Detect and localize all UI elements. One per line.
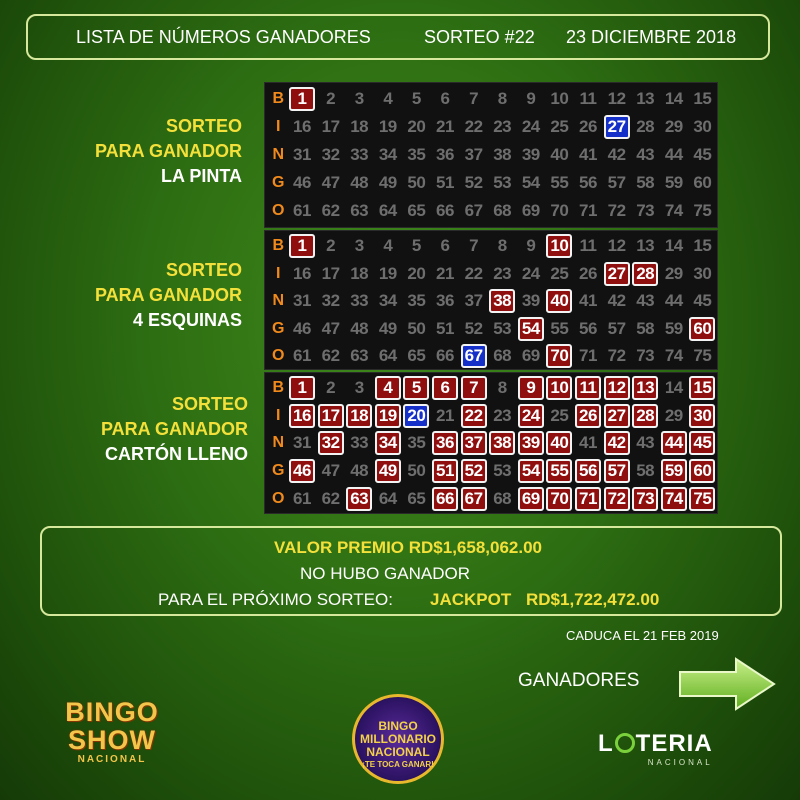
number-cell: 33 bbox=[350, 145, 369, 164]
number-cell: 22 bbox=[464, 264, 483, 283]
number-cell: 65 bbox=[407, 346, 426, 365]
number-cell: 69 bbox=[521, 346, 540, 365]
drawn-number: 66 bbox=[432, 487, 458, 511]
board-row-b bbox=[265, 87, 719, 111]
label-game-name: LA PINTA bbox=[161, 166, 242, 186]
drawn-number: 44 bbox=[661, 431, 687, 455]
number-cell: 33 bbox=[350, 291, 369, 310]
drawn-number: 74 bbox=[661, 487, 687, 511]
drawn-number: 67 bbox=[461, 487, 487, 511]
number-cell: 40 bbox=[550, 145, 569, 164]
number-cell: 21 bbox=[436, 406, 454, 425]
number-cell: 39 bbox=[521, 291, 540, 310]
number-cell: 50 bbox=[407, 173, 426, 192]
logo-text: NACIONAL bbox=[77, 754, 147, 765]
number-cell: 43 bbox=[636, 433, 655, 452]
label-line2: PARA GANADOR bbox=[95, 285, 242, 305]
bingo-board-pinta bbox=[264, 82, 718, 228]
number-cell: 38 bbox=[493, 145, 512, 164]
column-letter: I bbox=[276, 407, 280, 424]
number-cell: 61 bbox=[293, 346, 311, 365]
number-cell: 19 bbox=[378, 117, 397, 136]
drawn-number: 18 bbox=[346, 404, 372, 428]
bingo-millonario-logo bbox=[352, 680, 444, 792]
number-cell: 2 bbox=[326, 89, 336, 108]
number-cell: 44 bbox=[664, 291, 683, 310]
drawn-number: 1 bbox=[289, 234, 315, 258]
header-bar bbox=[26, 14, 770, 60]
drawn-number: 27 bbox=[604, 262, 630, 286]
label-game-name: 4 ESQUINAS bbox=[132, 310, 242, 330]
drawn-number: 15 bbox=[689, 376, 715, 400]
drawn-number: 17 bbox=[318, 404, 344, 428]
number-cell: 68 bbox=[493, 201, 512, 220]
number-cell: 23 bbox=[493, 117, 512, 136]
prize-panel bbox=[40, 526, 782, 616]
number-cell: 64 bbox=[378, 489, 397, 508]
number-cell: 24 bbox=[521, 264, 540, 283]
board-row-g bbox=[265, 171, 719, 195]
number-cell: 11 bbox=[579, 89, 597, 108]
number-cell: 53 bbox=[493, 173, 512, 192]
number-cell: 50 bbox=[407, 461, 426, 480]
drawn-number: 42 bbox=[604, 431, 630, 455]
number-cell: 16 bbox=[293, 264, 311, 283]
drawn-number: 60 bbox=[689, 459, 715, 483]
logo-text: BINGO bbox=[65, 697, 159, 727]
expiry-date: CADUCA EL 21 FEB 2019 bbox=[566, 628, 719, 643]
board-row-b bbox=[265, 376, 719, 400]
label-line1: SORTEO bbox=[171, 394, 248, 414]
number-cell: 35 bbox=[407, 145, 426, 164]
board-row-n bbox=[265, 143, 719, 167]
board-row-o bbox=[265, 344, 719, 368]
number-cell: 54 bbox=[521, 173, 540, 192]
number-cell: 75 bbox=[693, 201, 712, 220]
drawn-number: 54 bbox=[518, 317, 544, 341]
number-cell: 58 bbox=[636, 173, 655, 192]
number-cell: 22 bbox=[464, 117, 483, 136]
number-cell: 33 bbox=[350, 433, 369, 452]
drawn-number: 12 bbox=[604, 376, 630, 400]
number-cell: 26 bbox=[579, 264, 597, 283]
number-cell: 66 bbox=[436, 201, 454, 220]
bingo-show-logo bbox=[60, 698, 164, 765]
number-cell: 32 bbox=[321, 145, 340, 164]
number-cell: 72 bbox=[607, 346, 626, 365]
drawn-number: 40 bbox=[546, 431, 572, 455]
label-line2: PARA GANADOR bbox=[101, 419, 248, 439]
drawn-number: 13 bbox=[632, 376, 658, 400]
number-cell: 30 bbox=[693, 117, 712, 136]
number-cell: 29 bbox=[664, 406, 683, 425]
number-cell: 7 bbox=[469, 89, 479, 108]
drawn-number: 30 bbox=[689, 404, 715, 428]
board-row-i bbox=[265, 115, 719, 139]
number-cell: 47 bbox=[321, 461, 340, 480]
number-cell: 67 bbox=[464, 201, 483, 220]
number-cell: 13 bbox=[636, 236, 655, 255]
label-line1: SORTEO bbox=[165, 260, 242, 280]
number-cell: 41 bbox=[579, 145, 597, 164]
page-title: LISTA DE NÚMEROS GANADORES bbox=[76, 26, 371, 47]
drawn-number: 69 bbox=[518, 487, 544, 511]
number-cell: 71 bbox=[579, 346, 597, 365]
number-cell: 75 bbox=[693, 346, 712, 365]
number-cell: 9 bbox=[526, 236, 536, 255]
number-cell: 68 bbox=[493, 489, 512, 508]
column-letter: G bbox=[272, 320, 284, 337]
jackpot-label: JACKPOT bbox=[430, 590, 512, 609]
number-cell: 43 bbox=[636, 145, 655, 164]
number-cell: 50 bbox=[407, 319, 426, 338]
logo-slogan: ¡TE TOCA GANAR! bbox=[362, 760, 434, 769]
number-cell: 18 bbox=[350, 117, 369, 136]
number-cell: 8 bbox=[497, 378, 507, 397]
drawn-number: 75 bbox=[689, 487, 715, 511]
number-cell: 30 bbox=[693, 264, 712, 283]
number-cell: 47 bbox=[321, 173, 340, 192]
column-letter: O bbox=[272, 490, 284, 507]
next-draw-label: PARA EL PRÓXIMO SORTEO: bbox=[158, 590, 393, 609]
drawn-number: 16 bbox=[289, 404, 315, 428]
drawn-number: 26 bbox=[575, 404, 601, 428]
label-line1: SORTEO bbox=[165, 116, 242, 136]
number-cell: 37 bbox=[464, 291, 483, 310]
number-cell: 2 bbox=[326, 236, 336, 255]
drawn-number: 5 bbox=[403, 376, 429, 400]
bingo-board-esquinas bbox=[264, 230, 718, 370]
number-cell: 10 bbox=[550, 89, 569, 108]
number-cell: 23 bbox=[493, 264, 512, 283]
drawn-number: 9 bbox=[518, 376, 544, 400]
number-cell: 46 bbox=[293, 173, 311, 192]
loteria-nacional-logo bbox=[598, 730, 713, 767]
number-cell: 3 bbox=[354, 236, 364, 255]
number-cell: 28 bbox=[636, 117, 655, 136]
number-cell: 15 bbox=[693, 89, 712, 108]
number-cell: 12 bbox=[607, 236, 626, 255]
number-cell: 21 bbox=[436, 264, 454, 283]
number-cell: 63 bbox=[350, 201, 369, 220]
logo-text: SHOW bbox=[68, 725, 156, 755]
number-cell: 5 bbox=[411, 236, 421, 255]
number-cell: 68 bbox=[493, 346, 512, 365]
number-cell: 62 bbox=[321, 346, 340, 365]
drawn-number: 36 bbox=[432, 431, 458, 455]
number-cell: 45 bbox=[693, 291, 712, 310]
number-cell: 63 bbox=[350, 346, 369, 365]
logo-text bbox=[352, 720, 444, 759]
number-cell: 65 bbox=[407, 201, 426, 220]
number-cell: 65 bbox=[407, 489, 426, 508]
number-cell: 34 bbox=[378, 291, 397, 310]
drawn-number: 49 bbox=[375, 459, 401, 483]
number-cell: 72 bbox=[607, 201, 626, 220]
number-cell: 11 bbox=[579, 236, 597, 255]
drawn-number: 70 bbox=[546, 344, 572, 368]
board-row-i bbox=[265, 262, 719, 286]
drawn-number: 28 bbox=[632, 262, 658, 286]
number-cell: 14 bbox=[664, 236, 683, 255]
number-cell: 24 bbox=[521, 117, 540, 136]
column-letter: G bbox=[272, 462, 284, 479]
number-cell: 57 bbox=[607, 173, 626, 192]
column-letter: N bbox=[272, 146, 284, 163]
drawn-number: 7 bbox=[461, 376, 487, 400]
last-drawn-number: 27 bbox=[604, 115, 630, 139]
drawn-number: 38 bbox=[489, 431, 515, 455]
number-cell: 5 bbox=[411, 89, 421, 108]
number-cell: 16 bbox=[293, 117, 311, 136]
number-cell: 17 bbox=[321, 264, 340, 283]
drawn-number: 27 bbox=[604, 404, 630, 428]
column-letter: O bbox=[272, 347, 284, 364]
drawn-number: 24 bbox=[518, 404, 544, 428]
board-label-lleno bbox=[60, 392, 248, 467]
board-row-n bbox=[265, 289, 719, 313]
drawn-number: 22 bbox=[461, 404, 487, 428]
number-cell: 62 bbox=[321, 489, 340, 508]
board-row-n bbox=[265, 431, 719, 455]
number-cell: 31 bbox=[293, 291, 311, 310]
number-cell: 55 bbox=[550, 173, 569, 192]
drawn-number: 72 bbox=[604, 487, 630, 511]
label-game-name: CARTÓN LLENO bbox=[105, 444, 248, 464]
prize-value: VALOR PREMIO RD$1,658,062.00 bbox=[274, 538, 543, 557]
board-row-i bbox=[265, 404, 719, 428]
number-cell: 56 bbox=[579, 319, 597, 338]
next-arrow-icon[interactable] bbox=[678, 656, 778, 712]
number-cell: 14 bbox=[664, 89, 683, 108]
drawn-number: 59 bbox=[661, 459, 687, 483]
number-cell: 49 bbox=[378, 319, 397, 338]
drawn-number: 1 bbox=[289, 376, 315, 400]
number-cell: 48 bbox=[350, 461, 369, 480]
drawn-number: 60 bbox=[689, 317, 715, 341]
draw-date: 23 DICIEMBRE 2018 bbox=[566, 26, 737, 47]
logo-text: TERIA bbox=[635, 730, 713, 757]
number-cell: 34 bbox=[378, 145, 397, 164]
number-cell: 41 bbox=[579, 433, 597, 452]
number-cell: 12 bbox=[607, 89, 626, 108]
column-letter: N bbox=[272, 434, 284, 451]
number-cell: 36 bbox=[436, 145, 454, 164]
number-cell: 13 bbox=[636, 89, 655, 108]
number-cell: 29 bbox=[664, 264, 683, 283]
number-cell: 46 bbox=[293, 319, 311, 338]
drawn-number: 56 bbox=[575, 459, 601, 483]
number-cell: 58 bbox=[636, 461, 655, 480]
column-letter: O bbox=[272, 202, 284, 219]
number-cell: 4 bbox=[383, 89, 393, 108]
number-cell: 37 bbox=[464, 145, 483, 164]
board-row-g bbox=[265, 459, 719, 483]
column-letter: B bbox=[272, 379, 284, 396]
number-cell: 20 bbox=[407, 264, 426, 283]
draw-number: SORTEO #22 bbox=[424, 26, 535, 47]
drawn-number: 52 bbox=[461, 459, 487, 483]
number-cell: 56 bbox=[579, 173, 597, 192]
number-cell: 20 bbox=[407, 117, 426, 136]
number-cell: 31 bbox=[293, 145, 311, 164]
number-cell: 57 bbox=[607, 319, 626, 338]
drawn-number: 70 bbox=[546, 487, 572, 511]
number-cell: 35 bbox=[407, 433, 426, 452]
number-cell: 49 bbox=[378, 173, 397, 192]
number-cell: 60 bbox=[693, 173, 712, 192]
drawn-number: 10 bbox=[546, 234, 572, 258]
board-row-o bbox=[265, 199, 719, 223]
number-cell: 4 bbox=[383, 236, 393, 255]
number-cell: 31 bbox=[293, 433, 311, 452]
number-cell: 70 bbox=[550, 201, 569, 220]
number-cell: 17 bbox=[321, 117, 340, 136]
number-cell: 61 bbox=[293, 489, 311, 508]
number-cell: 64 bbox=[378, 201, 397, 220]
column-letter: B bbox=[272, 90, 284, 107]
number-cell: 25 bbox=[550, 406, 569, 425]
board-row-o bbox=[265, 487, 719, 511]
label-line2: PARA GANADOR bbox=[95, 141, 242, 161]
number-cell: 15 bbox=[693, 236, 712, 255]
logo-text: L bbox=[598, 730, 614, 757]
drawn-number: 57 bbox=[604, 459, 630, 483]
logo-o-icon bbox=[615, 733, 635, 753]
drawn-number: 54 bbox=[518, 459, 544, 483]
drawn-number: 40 bbox=[546, 289, 572, 313]
number-cell: 18 bbox=[350, 264, 369, 283]
number-cell: 73 bbox=[636, 201, 655, 220]
number-cell: 45 bbox=[693, 145, 712, 164]
number-cell: 51 bbox=[436, 173, 454, 192]
number-cell: 69 bbox=[521, 201, 540, 220]
number-cell: 42 bbox=[607, 145, 626, 164]
last-drawn-number: 67 bbox=[461, 344, 487, 368]
number-cell: 21 bbox=[436, 117, 454, 136]
logo-line: MILLONARIO bbox=[360, 732, 436, 746]
number-cell: 61 bbox=[293, 201, 311, 220]
number-cell: 23 bbox=[493, 406, 512, 425]
drawn-number: 4 bbox=[375, 376, 401, 400]
prize-status: NO HUBO GANADOR bbox=[300, 564, 471, 583]
board-label-pinta bbox=[60, 114, 242, 189]
column-letter: N bbox=[272, 292, 284, 309]
drawn-number: 28 bbox=[632, 404, 658, 428]
last-drawn-number: 20 bbox=[403, 404, 429, 428]
drawn-number: 39 bbox=[518, 431, 544, 455]
drawn-number: 45 bbox=[689, 431, 715, 455]
number-cell: 43 bbox=[636, 291, 655, 310]
number-cell: 62 bbox=[321, 201, 340, 220]
number-cell: 44 bbox=[664, 145, 683, 164]
drawn-number: 19 bbox=[375, 404, 401, 428]
number-cell: 53 bbox=[493, 319, 512, 338]
number-cell: 39 bbox=[521, 145, 540, 164]
number-cell: 55 bbox=[550, 319, 569, 338]
drawn-number: 73 bbox=[632, 487, 658, 511]
number-cell: 6 bbox=[440, 236, 450, 255]
number-cell: 74 bbox=[664, 201, 683, 220]
drawn-number: 46 bbox=[289, 459, 315, 483]
number-cell: 7 bbox=[469, 236, 479, 255]
drawn-number: 11 bbox=[575, 376, 601, 400]
number-cell: 42 bbox=[607, 291, 626, 310]
number-cell: 25 bbox=[550, 264, 569, 283]
column-letter: I bbox=[276, 118, 280, 135]
drawn-number: 38 bbox=[489, 289, 515, 313]
column-letter: I bbox=[276, 265, 280, 282]
drawn-number: 34 bbox=[375, 431, 401, 455]
number-cell: 73 bbox=[636, 346, 655, 365]
number-cell: 25 bbox=[550, 117, 569, 136]
number-cell: 36 bbox=[436, 291, 454, 310]
number-cell: 26 bbox=[579, 117, 597, 136]
number-cell: 6 bbox=[440, 89, 450, 108]
number-cell: 52 bbox=[464, 319, 483, 338]
drawn-number: 55 bbox=[546, 459, 572, 483]
number-cell: 47 bbox=[321, 319, 340, 338]
drawn-number: 37 bbox=[461, 431, 487, 455]
bingo-board-lleno bbox=[264, 372, 718, 514]
number-cell: 14 bbox=[664, 378, 683, 397]
board-row-b bbox=[265, 234, 719, 258]
jackpot-value: RD$1,722,472.00 bbox=[526, 590, 660, 609]
number-cell: 48 bbox=[350, 319, 369, 338]
logo-subtext: NACIONAL bbox=[647, 758, 713, 767]
number-cell: 8 bbox=[497, 89, 507, 108]
number-cell: 19 bbox=[378, 264, 397, 283]
winners-link[interactable]: GANADORES bbox=[518, 670, 640, 691]
number-cell: 74 bbox=[664, 346, 683, 365]
number-cell: 2 bbox=[326, 378, 336, 397]
number-cell: 3 bbox=[354, 378, 364, 397]
number-cell: 3 bbox=[354, 89, 364, 108]
drawn-number: 71 bbox=[575, 487, 601, 511]
number-cell: 8 bbox=[497, 236, 507, 255]
number-cell: 29 bbox=[664, 117, 683, 136]
number-cell: 51 bbox=[436, 319, 454, 338]
number-cell: 52 bbox=[464, 173, 483, 192]
number-cell: 59 bbox=[664, 319, 683, 338]
drawn-number: 1 bbox=[289, 87, 315, 111]
number-cell: 58 bbox=[636, 319, 655, 338]
number-cell: 9 bbox=[526, 89, 536, 108]
number-cell: 59 bbox=[664, 173, 683, 192]
number-cell: 71 bbox=[579, 201, 597, 220]
number-cell: 48 bbox=[350, 173, 369, 192]
drawn-number: 10 bbox=[546, 376, 572, 400]
drawn-number: 32 bbox=[318, 431, 344, 455]
number-cell: 35 bbox=[407, 291, 426, 310]
drawn-number: 51 bbox=[432, 459, 458, 483]
column-letter: B bbox=[272, 237, 284, 254]
column-letter: G bbox=[272, 174, 284, 191]
board-label-esquinas bbox=[60, 258, 242, 333]
board-row-g bbox=[265, 317, 719, 341]
drawn-number: 63 bbox=[346, 487, 372, 511]
drawn-number: 6 bbox=[432, 376, 458, 400]
number-cell: 41 bbox=[579, 291, 597, 310]
number-cell: 64 bbox=[378, 346, 397, 365]
number-cell: 66 bbox=[436, 346, 454, 365]
number-cell: 32 bbox=[321, 291, 340, 310]
number-cell: 53 bbox=[493, 461, 512, 480]
logo-line: NACIONAL bbox=[366, 745, 430, 759]
logo-line: BINGO bbox=[378, 719, 418, 733]
